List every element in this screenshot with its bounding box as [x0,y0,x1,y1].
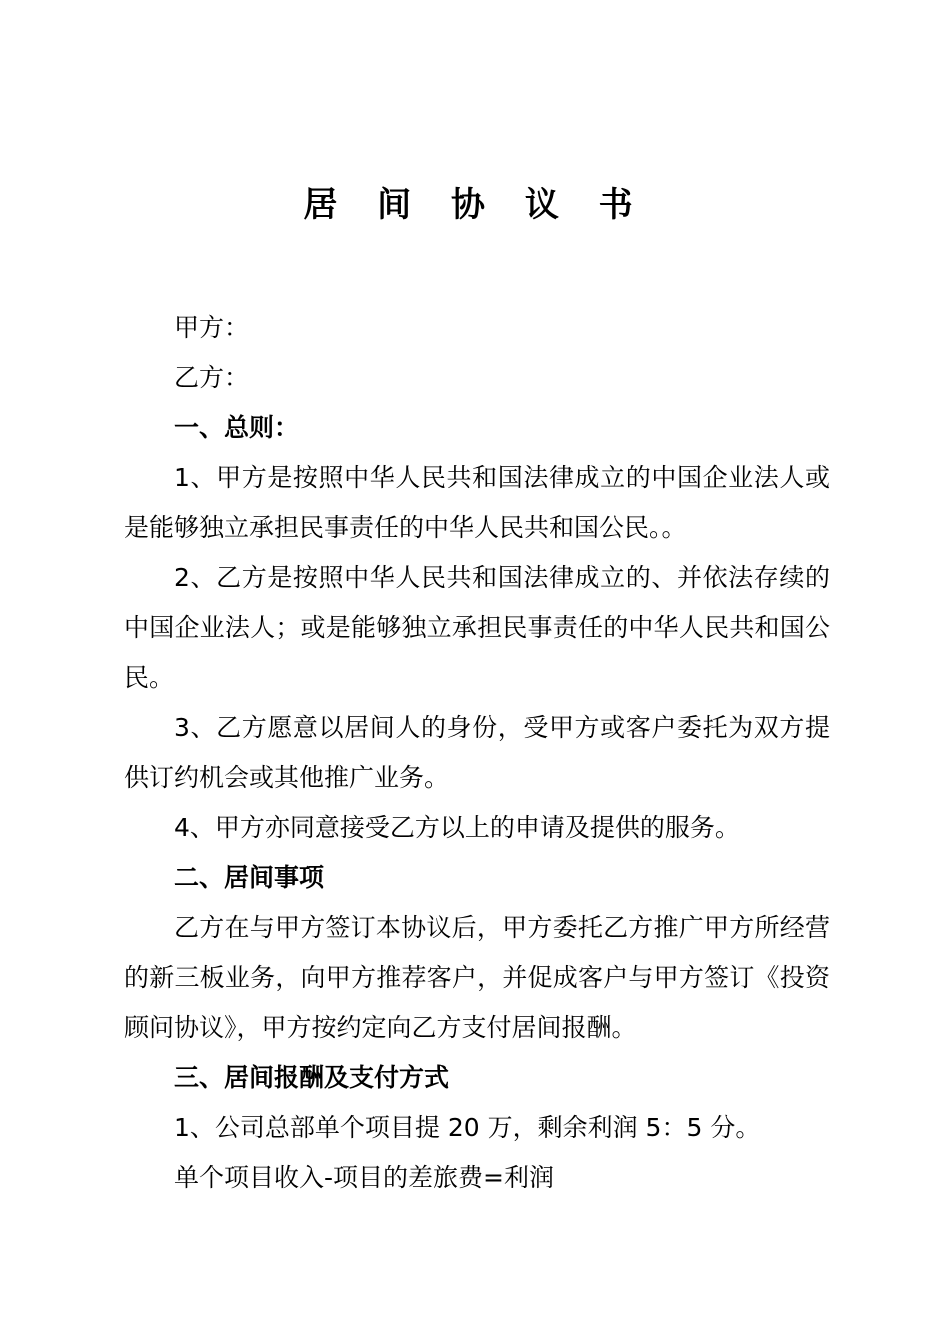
clause-3-1: 1、公司总部单个项目提 20 万，剩余利润 5：5 分。 [174,1113,761,1142]
clause-1-4: 4、甲方亦同意接受乙方以上的申请及提供的服务。 [174,813,740,842]
section-heading-payment: 三、居间报酬及支付方式 [174,1063,450,1092]
clause-2-text: 乙方在与甲方签订本协议后，甲方委托乙方推广甲方所经营的新三板业务，向甲方推荐客户，并促成客户与甲方签订《投资顾问协议》，甲方按约定向乙方支付居间报酬。 [124,913,830,1042]
document-body [124,303,830,1203]
document-title: 居 间 协 议 书 [303,185,647,225]
clause-1-3: 3、乙方愿意以居间人的身份，受甲方或客户委托为双方提供订约机会或其他推广业务。 [124,713,830,792]
clause-3-formula: 单个项目收入-项目的差旅费=利润 [174,1163,554,1192]
clause-1-1: 1、甲方是按照中华人民共和国法律成立的中国企业法人或是能够独立承担民事责任的中华人民共和国公民。。 [124,463,830,542]
section-heading-matters: 二、居间事项 [174,863,325,892]
clause-1-2: 2、乙方是按照中华人民共和国法律成立的、并依法存续的中国企业法人；或是能够独立承担民事责任的中华人民共和国公民。 [124,563,830,692]
party-a-label: 甲方： [174,313,250,342]
section-heading-general: 一、总则： [174,413,300,442]
party-b-label: 乙方： [174,363,250,392]
